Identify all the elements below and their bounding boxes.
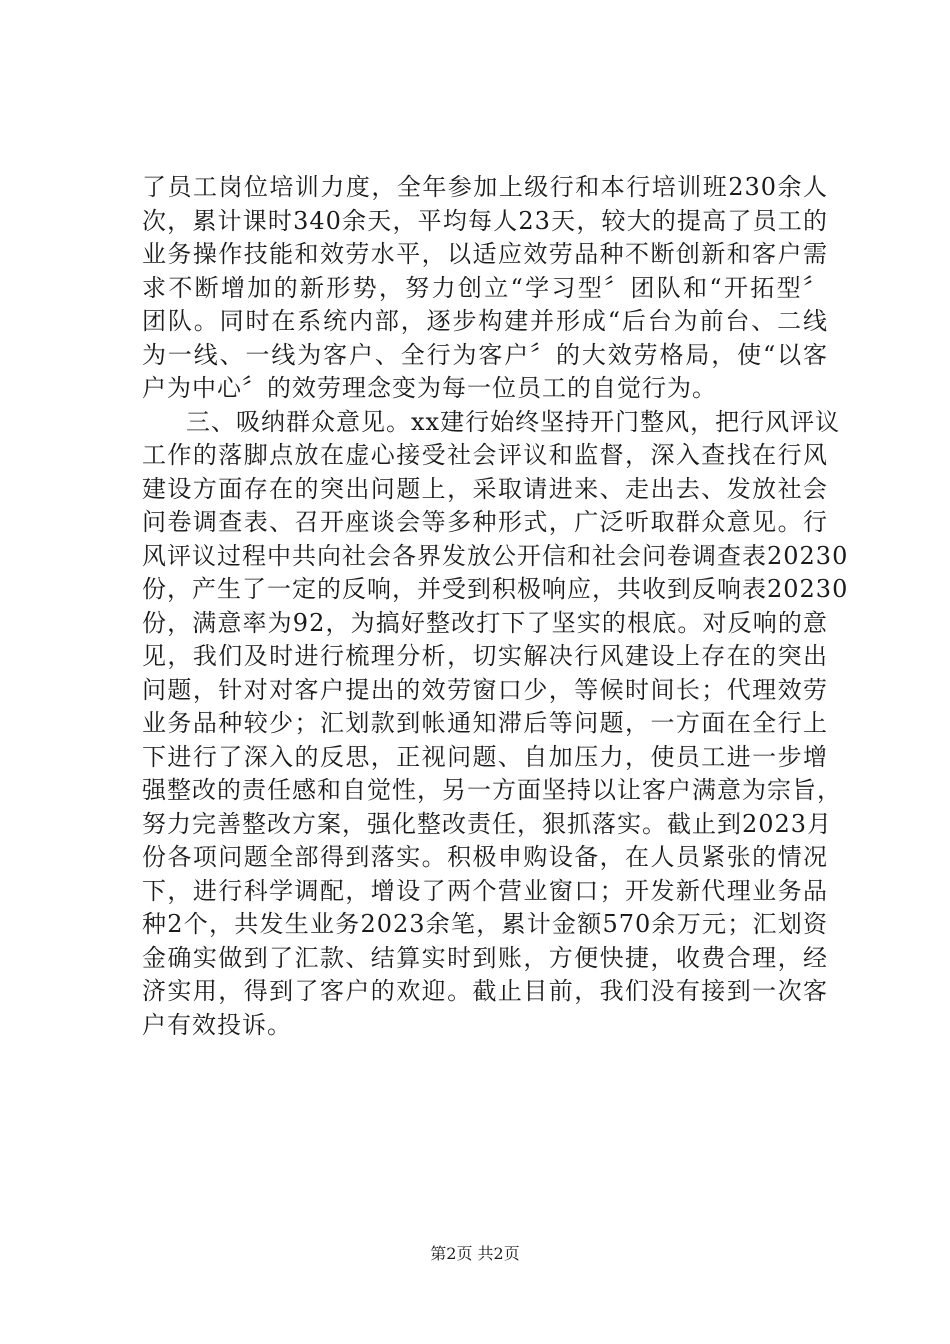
text-line: 业务品种较少；汇划款到帐通知滞后等问题，一方面在全行上 [142,709,828,737]
text-line: 问卷调查表、召开座谈会等多种形式，广泛听取群众意见。行 [142,508,828,536]
page-number-footer: 第2页 共2页 [430,1244,520,1263]
text-line: 下，进行科学调配，增设了两个营业窗口；开发新代理业务品 [142,876,828,905]
text-line: 见，我们及时进行梳理分析，切实解决行风建设上存在的突出 [142,642,828,670]
body-text [142,171,849,1042]
text-line: 下进行了深入的反思，正视问题、自加压力，使员工进一步增 [142,742,828,771]
text-line: 建设方面存在的突出问题上，采取请进来、走出去、发放社会 [142,474,828,503]
text-line: 努力完善整改方案，强化整改责任，狠抓落实。截止到2023月 [142,809,833,838]
text-line: 户为中心〞的效劳理念变为每一位员工的自觉行为。 [142,374,717,402]
text-line: 了员工岗位培训力度，全年参加上级行和本行培训班230余人 [142,173,828,201]
text-line: 金确实做到了汇款、结算实时到账，方便快捷，收费合理，经 [142,943,828,972]
text-line: 济实用，得到了客户的欢迎。截止目前，我们没有接到一次客 [142,977,828,1005]
text-line: 强整改的责任感和自觉性，另一方面坚持以让客户满意为宗旨， [142,776,842,804]
text-line: 问题，针对对客户提出的效劳窗口少，等候时间长；代理效劳 [142,675,828,704]
text-line: 种2个，共发生业务2023余笔，累计金额570余万元；汇划资 [142,910,828,938]
text-line: 求不断增加的新形势，努力创立“学习型〞团队和“开拓型〞 [142,273,828,302]
text-line: 工作的落脚点放在虚心接受社会评议和监督，深入查找在行风 [142,441,828,469]
text-line: 份，产生了一定的反响，并受到积极响应，共收到反响表20230 [142,575,849,603]
text-line: 风评议过程中共向社会各界发放公开信和社会问卷调查表20230 [142,541,849,570]
text-line: 为一线、一线为客户、全行为客户〞的大效劳格局，使“以客 [142,340,828,369]
text-line: 份，满意率为92，为搞好整改打下了坚实的根底。对反响的意 [142,608,828,637]
text-line: 份各项问题全部得到落实。积极申购设备，在人员紧张的情况 [142,843,828,871]
section-heading-line: 三、吸纳群众意见。xx建行始终坚持开门整风，把行风评议 [186,407,841,436]
text-line: 团队。同时在系统内部，逐步构建并形成“后台为前台、二线 [142,307,828,335]
text-line: 户有效投诉。 [142,1010,292,1039]
text-line: 业务操作技能和效劳水平，以适应效劳品种不断创新和客户需 [142,240,828,268]
text-line: 次，累计课时340余天，平均每人23天，较大的提高了员工的 [142,206,828,235]
